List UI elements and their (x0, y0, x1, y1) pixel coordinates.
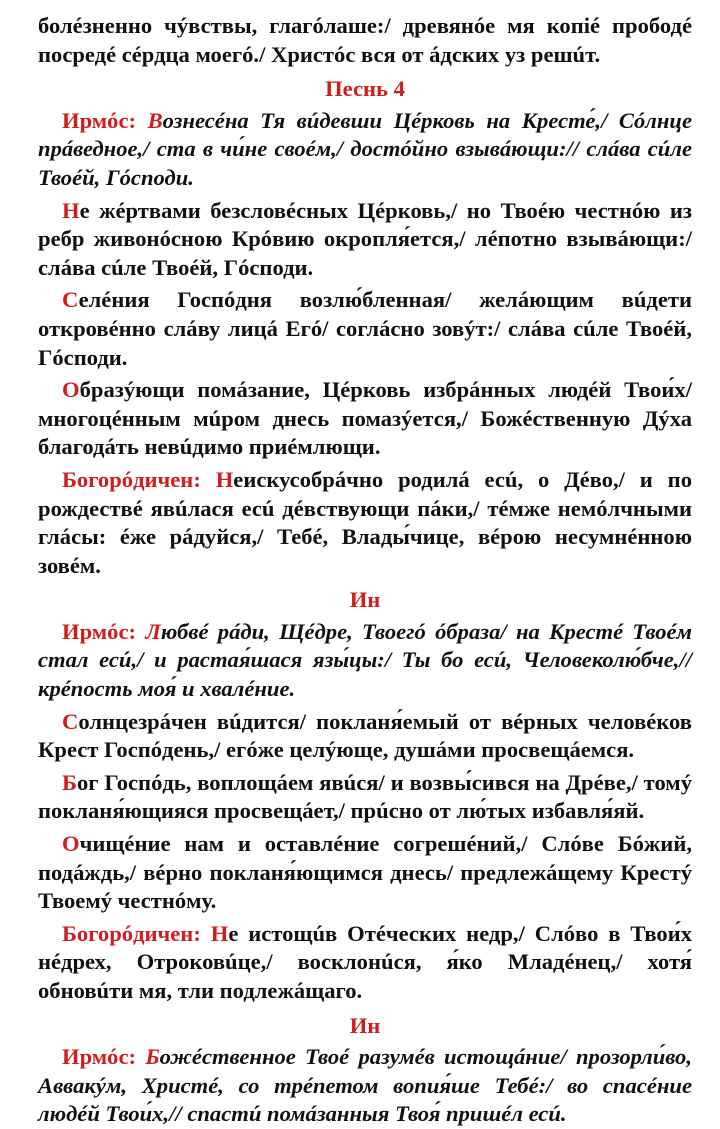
rubric-prefix: Ирмóс: (62, 1044, 146, 1070)
initial-letter: О (62, 831, 80, 857)
initial-letter: Л (145, 618, 161, 644)
initial-letter: О (62, 377, 80, 403)
paragraph-continuation (38, 12, 692, 69)
paragraph-text: чищéние нам и оставлéние согрешéний,/ Слóве Бóжий, подáждь,/ вéрно покланя́ющимся днесь/ предлежáщему Крестý Твоемý честнóму. (38, 831, 692, 914)
paragraph-irmos (38, 1043, 692, 1129)
paragraph-troparion (38, 830, 692, 916)
paragraph-irmos (38, 107, 692, 193)
paragraph-text: олнцезрáчен вúдится/ покланя́емый от вéрных человéков Крест Госпóдень,/ егóже целýюще, душáми просвещáемся. (38, 708, 692, 763)
paragraph-troparion (38, 376, 692, 462)
paragraph-theotokion (38, 920, 692, 1006)
paragraph-troparion (38, 286, 692, 372)
initial-letter: Б (145, 1044, 160, 1070)
initial-letter: Б (62, 769, 77, 795)
paragraph-theotokion (38, 466, 692, 580)
paragraph-text: ог Госпóдь, воплощáем явúся/ и возвы́сився на Дрéве,/ томý покланя́ющияся просвещáет,/ прúсно от лю́тых избавля́яй. (38, 769, 692, 824)
section-heading-in: Ин (349, 587, 381, 613)
paragraph-text: ожéственное Твоé разумéв истощáние/ прозорли́во, Аввакýм, Христé, со трéпетом вопия́ше Тебé:/ во спасéние людéй Твои́х,// спастú помáзанныя Твоя́ пришéл есú. (38, 1044, 693, 1127)
initial-letter: С (62, 708, 79, 734)
rubric-prefix: Ирмóс: (62, 107, 148, 133)
rubric-prefix: Богорóдичен: (62, 920, 211, 946)
paragraph-troparion (38, 708, 692, 765)
paragraph-text: е истощúв Отéческих недр,/ Слóво в Твои́х нéдрех, Отроковúце,/ восклонúся, я́ко Младéнец,/ хотя́ обновúти мя, тли подлежáщаго. (38, 920, 693, 1003)
initial-letter: С (62, 287, 79, 313)
paragraph-text: бразýющи помáзание, Цéрковь избрáнных людéй Твои́х/ многоцéнным мúром днесь помазýется,/ Божéственную Дýха благодáть невúдимо приéмлющи. (38, 377, 692, 460)
paragraph-troparion (38, 197, 692, 283)
paragraph-troparion (38, 769, 692, 826)
paragraph-text: еискусобрáчно родилá есú, о Дéво,/ и по рождествé явúлася есú дéвствующи пáки,/ тéмже немóлчными глáсы: éже рáдуйся,/ Тебé, Влады́чице, вéрою несумнéнною зовéм. (38, 466, 692, 578)
rubric-prefix: Богорóдичен: (62, 466, 216, 492)
section-heading-ode-4: Песнь 4 (325, 76, 405, 102)
initial-letter: Н (62, 197, 80, 223)
initial-letter: Н (210, 920, 229, 946)
paragraph-irmos (38, 618, 692, 704)
paragraph-text: болéзненно чýвствы, глагóлаше:/ древянóе мя копié прободé посредé сéрдца моегó./ Христóс вся от áдских уз решúт. (38, 13, 692, 67)
paragraph-text: ознесéна Тя вúдевши Цéрковь на Кресте́,/ Сóлнце прáведное,/ ста в чи́не своéм,/ достóйно взывáющи:// слáва сúле Твоéй, Гóсподи. (38, 107, 692, 190)
initial-letter: В (147, 107, 163, 133)
paragraph-text: юбвé рáди, Щéдре, Твоегó óбраза/ на Крестé Твоéм стал есú,/ и растая́шася язы́цы:/ Ты бо есú, Человеколю́бче,// крéпость моя́ и хвалéние. (38, 618, 692, 702)
initial-letter: Н (215, 466, 234, 492)
paragraph-text: е жéртвами безсловéсных Цéрковь,/ но Твоéю честнóю из ребр живонóсною Крóвию окропля́ется,/ лéпотно взывáющи:/ слáва сúле Твоéй, Гóсподи. (38, 197, 692, 280)
paragraph-text: елéния Госпóдня возлю́бленная/ желáющим вúдети откровéнно слáву лицá Егó/ соглáсно зовýт:/ слáва сúле Твоéй, Гóсподи. (38, 287, 692, 370)
section-heading-in: Ин (349, 1012, 381, 1038)
rubric-prefix: Ирмóс: (62, 618, 146, 644)
